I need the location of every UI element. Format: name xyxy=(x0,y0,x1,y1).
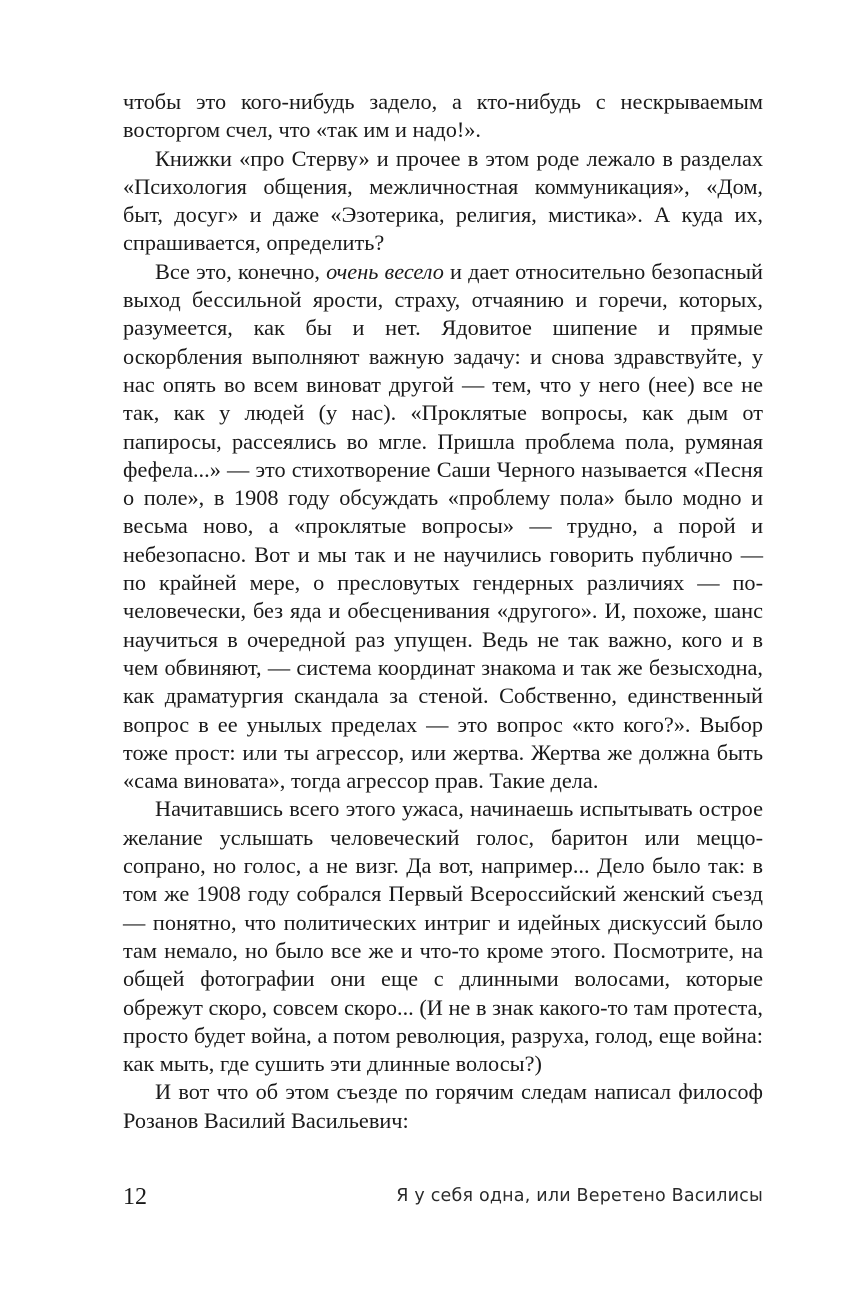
page-footer xyxy=(123,1184,763,1216)
paragraph-1: чтобы это кого-нибудь задело, а кто-нибудь с нескрываемым восторгом счел, что «так им и надо!». xyxy=(123,89,763,143)
paragraph-2: Книжки «про Стерву» и прочее в этом роде лежало в разделах «Психология общения, межличностная коммуникация», «Дом, быт, досуг» и даже «Эзотерика, религия, мистика». А куда их, спрашивается, определить? xyxy=(123,145,763,256)
page-number: 12 xyxy=(123,1184,147,1210)
paragraph-3-emphasis: очень весело xyxy=(326,258,444,284)
running-title: Я у себя одна, или Веретено Василисы xyxy=(396,1186,763,1206)
paragraph-3-start: Все это, конечно, xyxy=(155,258,327,284)
paragraph-3-rest: и дает относительно безопасный выход бессильной ярости, страху, отчаянию и горечи, которых, разумеется, как бы и нет. Ядовитое шипение и прямые оскорбления выполняют важную задачу: и снова здравствуйте, у нас опять во всем виноват другой — тем, что у него (нее) все не так, как у людей (у нас). «Проклятые вопросы, как дым от папиросы, рассеялись во мгле. Пришла проблема пола, румяная фефела...» — это стихотворение Саши Черного называется «Песня о поле», в 1908 году обсуждать «проблему пола» было модно и весьма ново, а «проклятые вопросы» — трудно, а порой и небезопасно. Вот и мы так и не научились говорить публично — по крайней мере, о пресловутых гендерных различиях — по-человечески, без яда и обесценивания «другого». И, похоже, шанс научиться в очередной раз упущен. Ведь не так важно, кого и в чем обвиняют, — система координат знакома и так же безысходна, как драматургия скандала за стеной. Собственно, единственный вопрос в ее унылых пределах — это вопрос «кто кого?». Выбор тоже прост: или ты агрессор, или жертва. Жертва же должна быть «сама виновата», тогда агрессор прав. Такие дела. xyxy=(123,258,763,794)
paragraph-5: И вот что об этом съезде по горячим следам написал философ Розанов Василий Васильевич: xyxy=(123,1079,763,1133)
paragraph-3 xyxy=(123,258,763,796)
paragraph-4: Начитавшись всего этого ужаса, начинаешь испытывать острое желание услышать человеческий голос, баритон или меццо-сопрано, но голос, а не визг. Да вот, например... Дело было так: в том же 1908 году собрался Первый Всероссийский женский съезд — понятно, что политических интриг и идейных дискуссий было там немало, но было все же и что-то кроме этого. Посмотрите, на общей фотографии они еще с длинными волосами, которые обрежут скоро, совсем скоро... (И не в знак какого-то там протеста, просто будет война, а потом революция, разруха, голод, еще война: как мыть, где сушить эти длинные волосы?) xyxy=(123,796,763,1077)
page-body xyxy=(123,88,763,1135)
